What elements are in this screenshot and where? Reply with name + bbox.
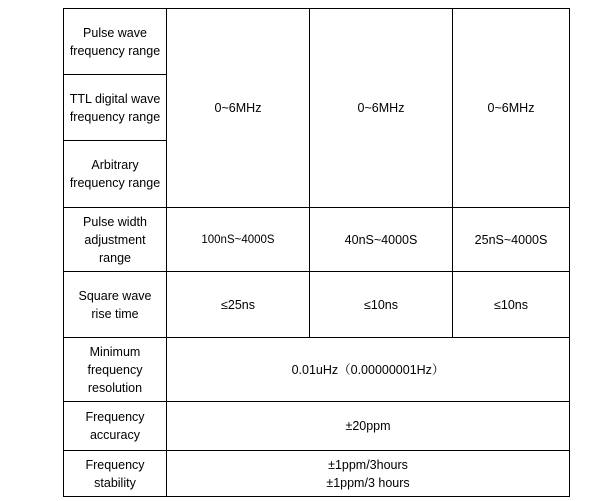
- table-row: [64, 272, 570, 338]
- row-label-square-rise: Square wave rise time: [64, 272, 167, 338]
- min-resolution-value: 0.01uHz（0.00000001Hz）: [167, 338, 570, 402]
- table-row: [64, 402, 570, 451]
- table-row: [64, 451, 570, 497]
- table-row: [64, 338, 570, 402]
- row-label-ttl-wave: TTL digital wave frequency range: [64, 75, 167, 141]
- rise-time-value-1: ≤25ns: [167, 272, 310, 338]
- row-label-min-resolution: Minimum frequency resolution: [64, 338, 167, 402]
- pulse-width-value-2: 40nS~4000S: [310, 208, 453, 272]
- table-row: [64, 208, 570, 272]
- row-label-accuracy: Frequency accuracy: [64, 402, 167, 451]
- rise-time-value-3: ≤10ns: [453, 272, 570, 338]
- frequency-range-value-1: 0~6MHz: [167, 9, 310, 208]
- row-label-pulse-width: Pulse width adjustment range: [64, 208, 167, 272]
- table-row: [64, 9, 570, 75]
- pulse-width-value-3: 25nS~4000S: [453, 208, 570, 272]
- frequency-range-value-3: 0~6MHz: [453, 9, 570, 208]
- row-label-stability: Frequency stability: [64, 451, 167, 497]
- frequency-range-value-2: 0~6MHz: [310, 9, 453, 208]
- rise-time-value-2: ≤10ns: [310, 272, 453, 338]
- stability-value: ±1ppm/3hours ±1ppm/3 hours: [167, 451, 570, 497]
- accuracy-value: ±20ppm: [167, 402, 570, 451]
- row-label-arbitrary: Arbitrary frequency range: [64, 141, 167, 208]
- row-label-pulse-wave: Pulse wave frequency range: [64, 9, 167, 75]
- specification-table: [63, 8, 570, 497]
- pulse-width-value-1: 100nS~4000S: [167, 208, 310, 272]
